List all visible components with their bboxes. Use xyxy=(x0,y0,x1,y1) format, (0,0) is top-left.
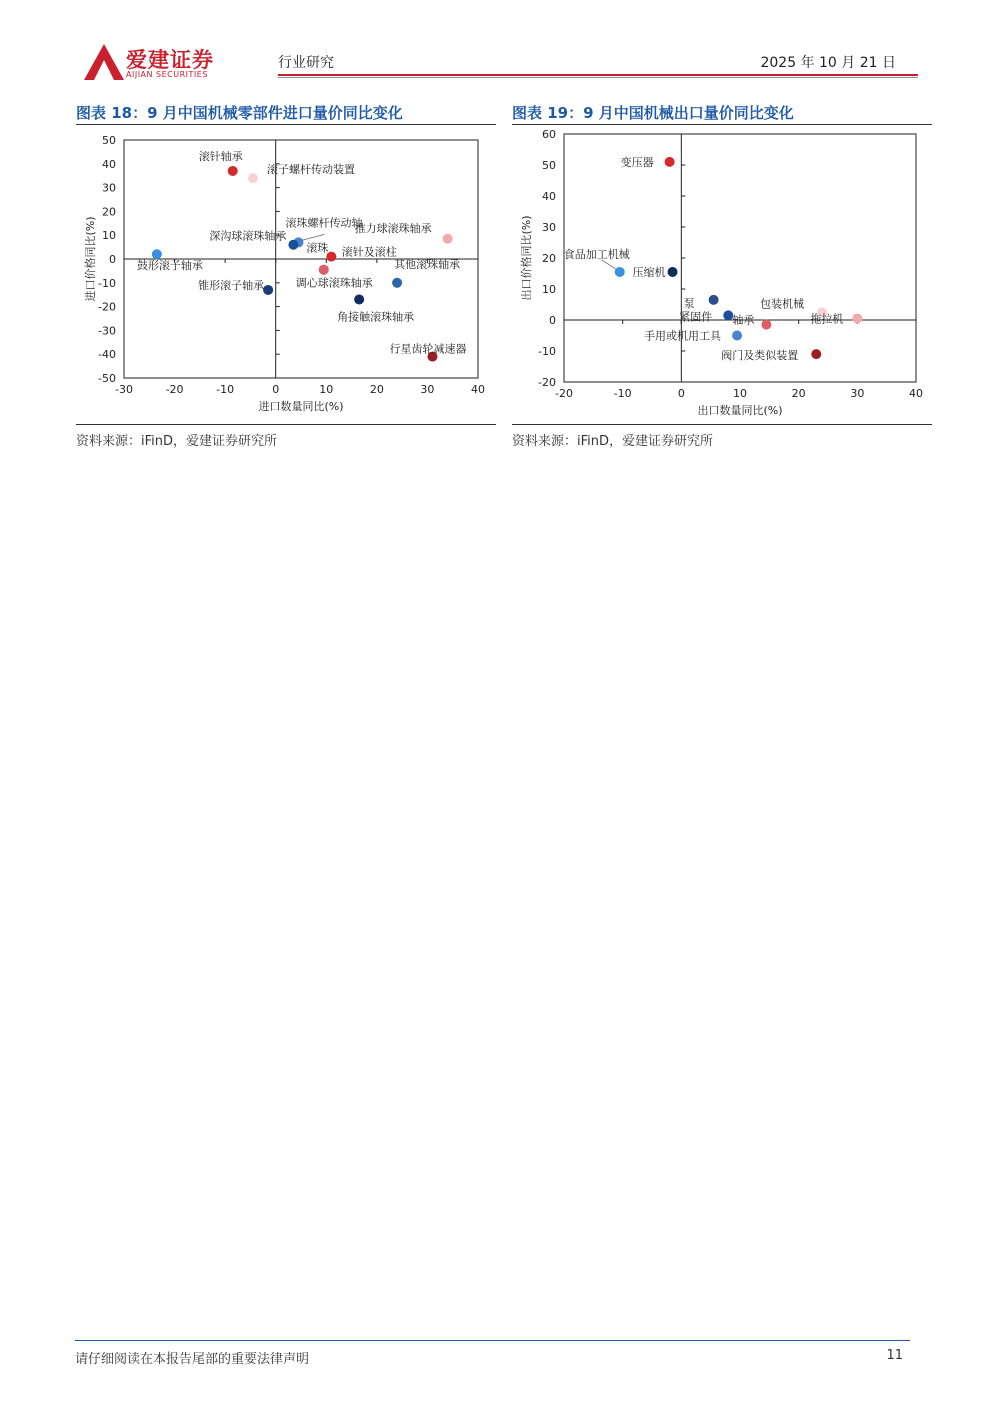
point-label: 调心球滚珠轴承 xyxy=(295,276,373,290)
x-tick-label: 0 xyxy=(677,387,685,400)
point-label: 深沟球滚珠轴承 xyxy=(209,229,287,243)
y-tick-label: 50 xyxy=(542,159,556,172)
figure-18-scatter-chart xyxy=(76,126,496,420)
scatter-point xyxy=(319,265,329,275)
y-tick-label: 20 xyxy=(542,252,556,265)
scatter-point xyxy=(811,349,821,359)
point-label: 轴承 xyxy=(732,313,755,327)
y-axis-label: 进口价格同比(%) xyxy=(84,216,97,302)
figure-18-source: 资料来源：iFinD，爱建证券研究所 xyxy=(76,434,278,449)
y-axis-label: 出口价格同比(%) xyxy=(520,215,533,301)
header-rule-red xyxy=(278,74,918,76)
scatter-point xyxy=(761,320,771,330)
y-tick-label: 30 xyxy=(102,181,116,195)
y-tick-label: -10 xyxy=(98,276,116,290)
page-number: 11 xyxy=(886,1348,903,1363)
point-label: 锥形滚子轴承 xyxy=(198,278,265,292)
figure-18-bottom-rule xyxy=(76,424,496,425)
point-label: 包装机械 xyxy=(760,297,805,311)
figure-19-top-rule xyxy=(512,124,932,125)
x-tick-label: -30 xyxy=(115,383,133,396)
point-label: 滚珠螺杆传动轴 xyxy=(285,216,363,230)
point-label: 阀门及类似装置 xyxy=(721,349,799,363)
x-tick-label: 40 xyxy=(909,387,923,400)
y-tick-label: 40 xyxy=(102,157,116,171)
y-tick-label: -20 xyxy=(98,300,116,314)
point-label: 泵 xyxy=(683,296,695,310)
y-tick-label: 0 xyxy=(109,253,116,266)
x-tick-label: -10 xyxy=(216,383,235,396)
company-logo xyxy=(84,44,234,84)
header-rule-gray xyxy=(278,77,918,78)
y-tick-label: -50 xyxy=(98,372,116,385)
y-tick-label: 0 xyxy=(549,314,556,327)
figure-19-bottom-rule xyxy=(512,424,932,425)
x-tick-label: 40 xyxy=(471,383,485,396)
figure-18-top-rule xyxy=(76,124,496,125)
page-header xyxy=(0,0,1000,90)
point-label: 变压器 xyxy=(620,155,654,169)
scatter-point xyxy=(709,295,719,305)
y-tick-label: -10 xyxy=(538,345,556,358)
figure-19-scatter-chart xyxy=(512,126,932,420)
x-tick-label: -20 xyxy=(165,383,184,396)
y-tick-label: 30 xyxy=(542,221,556,234)
x-tick-label: 10 xyxy=(319,383,334,396)
scatter-point xyxy=(228,166,238,176)
point-label: 滚子螺杆传动装置 xyxy=(266,163,355,177)
x-axis-label: 进口数量同比(%) xyxy=(258,400,344,413)
figure-18-title: 图表 18：9 月中国机械零部件进口量价同比变化 xyxy=(76,104,403,122)
x-tick-label: 20 xyxy=(369,383,384,396)
logo-mark-icon xyxy=(84,44,124,80)
figure-19-source: 资料来源：iFinD，爱建证券研究所 xyxy=(512,434,714,449)
y-tick-label: 40 xyxy=(542,190,556,203)
point-label: 角接触滚珠轴承 xyxy=(337,310,415,324)
x-tick-label: 10 xyxy=(733,387,747,400)
y-tick-label: 10 xyxy=(102,229,116,243)
x-axis-label: 出口数量同比(%) xyxy=(697,404,783,417)
point-label: 食品加工机械 xyxy=(563,247,630,261)
scatter-point xyxy=(248,173,258,183)
scatter-point xyxy=(615,267,625,277)
label-leader-line xyxy=(602,260,616,269)
point-label: 拖拉机 xyxy=(810,312,844,326)
point-label: 紧固件 xyxy=(679,310,713,324)
point-label: 滚针及滚柱 xyxy=(341,245,397,259)
scatter-point xyxy=(732,331,742,341)
point-label: 滚珠 xyxy=(306,241,329,255)
y-tick-label: 50 xyxy=(102,134,116,147)
footer-rule xyxy=(75,1340,910,1341)
y-tick-label: 10 xyxy=(542,283,556,296)
x-tick-label: -10 xyxy=(613,387,632,400)
x-tick-label: 0 xyxy=(272,383,280,396)
scatter-point xyxy=(852,313,862,323)
x-tick-label: 30 xyxy=(850,387,865,400)
report-date: 2025 年 10 月 21 日 xyxy=(760,55,896,71)
scatter-point xyxy=(665,157,675,167)
scatter-point xyxy=(668,267,678,277)
point-label: 鼓形滚子轴承 xyxy=(136,259,203,273)
point-label: 压缩机 xyxy=(632,265,666,279)
section-label: 行业研究 xyxy=(278,55,334,71)
scatter-point xyxy=(288,240,298,250)
point-label: 其他滚珠轴承 xyxy=(394,257,461,271)
point-label: 手用或机用工具 xyxy=(644,329,722,343)
footer-disclaimer: 请仔细阅读在本报告尾部的重要法律声明 xyxy=(75,1352,310,1367)
scatter-point xyxy=(392,278,402,288)
y-tick-label: 20 xyxy=(102,205,116,219)
y-tick-label: -40 xyxy=(98,348,116,362)
logo-text-en: AIJIAN SECURITIES xyxy=(126,70,208,79)
point-label: 行星齿轮减速器 xyxy=(389,342,467,356)
scatter-point xyxy=(152,249,162,259)
point-label: 推力球滚珠轴承 xyxy=(354,221,432,235)
scatter-point xyxy=(443,234,453,244)
y-tick-label: -20 xyxy=(538,376,556,389)
scatter-point xyxy=(354,294,364,304)
point-label: 滚针轴承 xyxy=(198,149,243,163)
x-tick-label: -20 xyxy=(555,387,573,400)
label-leader-line xyxy=(301,234,324,240)
figure-19-title: 图表 19：9 月中国机械出口量价同比变化 xyxy=(512,104,794,122)
logo-text-cn: 爱建证券 xyxy=(126,48,214,72)
y-tick-label: 60 xyxy=(542,128,556,141)
scatter-point xyxy=(263,285,273,295)
y-tick-label: -30 xyxy=(98,324,116,338)
x-tick-label: 30 xyxy=(420,383,435,396)
x-tick-label: 20 xyxy=(791,387,806,400)
